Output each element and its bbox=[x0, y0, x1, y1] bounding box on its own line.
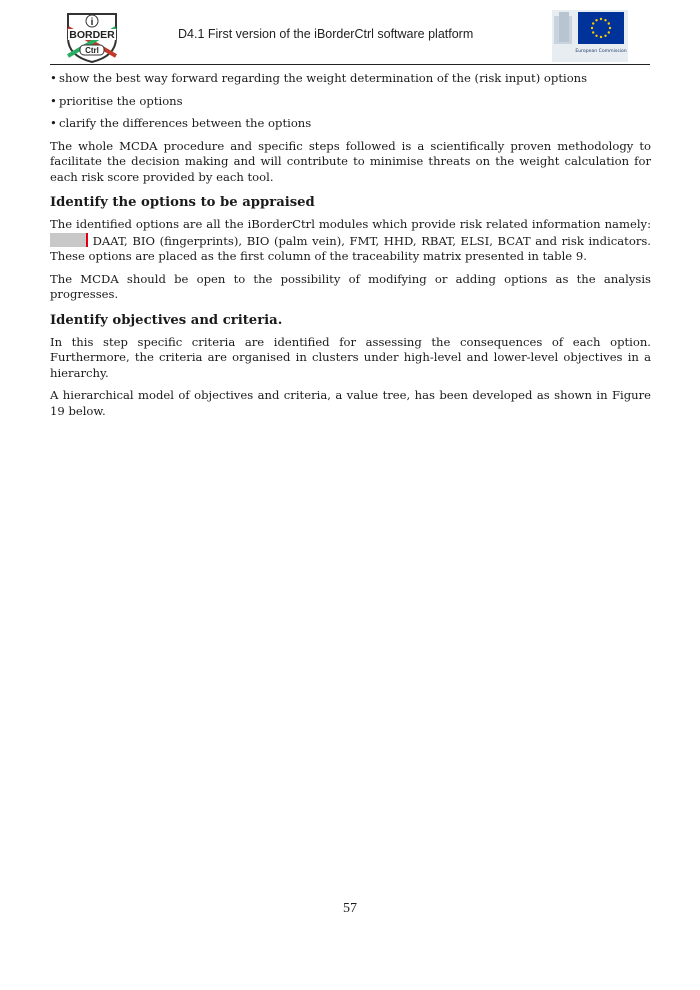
page-number: 57 bbox=[343, 901, 357, 916]
eu-star-icon bbox=[595, 35, 597, 37]
eu-star-icon bbox=[592, 22, 594, 24]
redaction-box bbox=[50, 233, 88, 247]
svg-text:European Commission: European Commission bbox=[575, 49, 627, 54]
heading-options: Identify the options to be appraised bbox=[50, 195, 315, 210]
heading-objectives: Identify objectives and criteria. bbox=[50, 312, 283, 328]
bullet-item: • prioritise the options bbox=[50, 93, 183, 108]
document-title: D4.1 First version of the iBorderCtrl software platform bbox=[178, 27, 474, 41]
paragraph-value-tree: A hierarchical model of objectives and criteria, a value tree, has been developed as shown in Figure 19 below. bbox=[50, 388, 651, 418]
page-body bbox=[50, 71, 651, 426]
eu-star-icon bbox=[608, 22, 610, 24]
eu-star-icon bbox=[600, 36, 602, 38]
eu-star-icon bbox=[604, 35, 606, 37]
eu-star-icon bbox=[591, 27, 593, 29]
bullet-icon: • bbox=[50, 116, 57, 130]
eu-star-icon bbox=[609, 27, 611, 29]
eu-star-icon bbox=[595, 19, 597, 21]
paragraph-options: The identified options are all the iBorderCtrl modules which provide risk related information namely: DAAT, BIO (fingerprints), BIO (palm vein), FMT, HHD, RBAT, ELSI, BCAT and risk indicators. These options are placed as the first column of the traceability matrix presented in table 9. bbox=[50, 217, 651, 263]
eu-star-icon bbox=[604, 19, 606, 21]
page-header bbox=[0, 0, 700, 70]
eu-star-icon bbox=[592, 31, 594, 33]
paragraph-method: The whole MCDA procedure and specific steps followed is a scientifically proven methodology to facilitate the decision making and will contribute to minimise threats on the weight calculation for each risk score provided by each tool. bbox=[50, 138, 651, 184]
svg-text:i: i bbox=[90, 17, 94, 28]
bullet-icon: • bbox=[50, 71, 57, 85]
eu-star-icon bbox=[600, 18, 602, 20]
bullet-icon: • bbox=[50, 93, 57, 108]
paragraph-criteria: In this step specific criteria are identified for assessing the consequences of each option. Furthermore, the criteria are organised in clusters under high-level and lower-level objectives in a hierarchy. bbox=[50, 334, 651, 380]
paragraph-options-open: The MCDA should be open to the possibility of modifying or adding options as the analysis progresses. bbox=[50, 271, 651, 301]
eu-flag-logo bbox=[552, 10, 628, 62]
svg-text:BORDER: BORDER bbox=[69, 29, 115, 41]
bullet-item: • clarify the differences between the options bbox=[50, 116, 312, 130]
header-rule bbox=[50, 64, 650, 65]
svg-text:Ctrl: Ctrl bbox=[85, 46, 99, 55]
eu-star-icon bbox=[608, 31, 610, 33]
bullet-item: • show the best way forward regarding the weight determination of the (risk input) options bbox=[50, 71, 588, 85]
iborderctrl-logo bbox=[64, 8, 120, 64]
